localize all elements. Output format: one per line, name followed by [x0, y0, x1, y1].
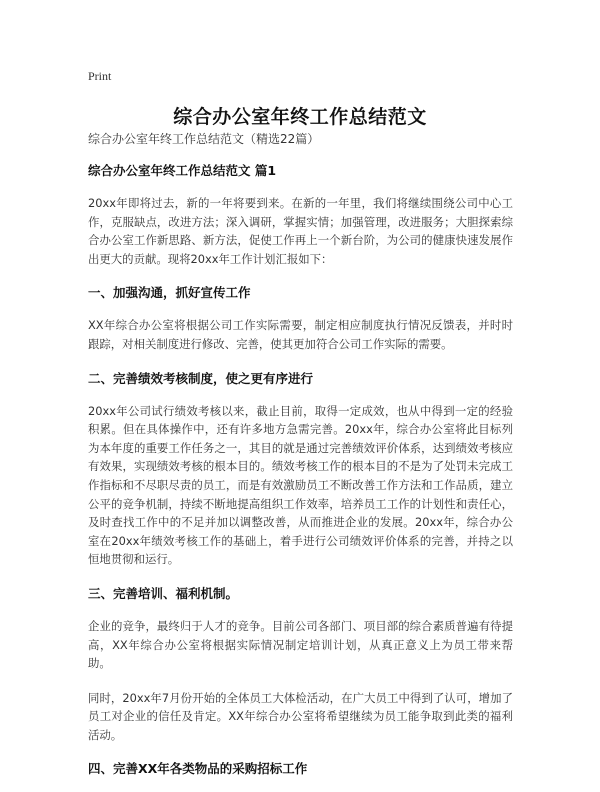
document-title: 综合办公室年终工作总结范文 — [173, 106, 427, 128]
section-heading-3: 三、完善培训、福利机制。 — [88, 585, 239, 601]
section-heading-1: 一、加强沟通，抓好宣传工作 — [88, 285, 251, 301]
section-1-paragraph: XX年综合办公室将根据公司工作实际需要，制定相应制度执行情况反馈表，并时时跟踪，对相关制度进行修改、完善，使其更加符合公司工作实际的需要。 — [88, 318, 513, 351]
section-3-paragraph-1: 企业的竞争，最终归于人才的竞争。目前公司各部门、项目部的综合素质普遍有待提高，XX年综合办公室将根据实际情况制定培训计划，从真正意义上为员工带来帮助。 — [88, 618, 513, 671]
section-heading-4: 四、完善XX年各类物品的采购招标工作 — [88, 761, 308, 777]
print-label[interactable]: Print — [88, 69, 112, 83]
document-body — [88, 130, 513, 792]
document-subtitle: 综合办公室年终工作总结范文（精选22篇） — [88, 132, 320, 146]
article-heading: 综合办公室年终工作总结范文 篇1 — [88, 163, 277, 178]
section-heading-2: 二、完善绩效考核制度，使之更有序进行 — [88, 370, 314, 386]
section-3-paragraph-2: 同时，20xx年7月份开始的全体员工大体检活动，在广大员工中得到了认可，增加了员工对企业的信任及肯定。XX年综合办公室将希望继续为员工能争取到此类的福利活动。 — [88, 690, 513, 742]
intro-paragraph: 20xx年即将过去，新的一年将要到来。在新的一年里，我们将继续围绕公司中心工作，克服缺点，改进方法；深入调研，掌握实情；加强管理，改进服务；大胆探索综合办公室工作新思路、新方法，促使工作再上一个新台阶，为公司的健康快速发展作出更大的贡献。现将20xx年工作计划汇报如下： — [88, 196, 513, 266]
section-2-paragraph: 20xx年公司试行绩效考核以来，截止目前，取得一定成效，也从中得到一定的经验积累。但在具体操作中，还有许多地方急需完善。20xx年，综合办公室将此目标列为本年度的重要工作任务之一，其目的就是通过完善绩效评价体系，达到绩效考核应有效果，实现绩效考核的根本目的。绩效考核工作的根本目的不是为了处罚未完成工作指标和不尽职尽责的员工，而是有效激励员工不断改善工作方法和工作品质，建立公平的竞争机制，持续不断地提高组织工作效率，培养员工工作的计划性和责任心，及时查找工作中的不足并加以调整改善，从而推进企业的发展。20xx年，综合办公室在20xx年绩效考核工作的基础上，着手进行公司绩效评价体系的完善，并持之以恒地贯彻和运行。 — [88, 403, 513, 567]
